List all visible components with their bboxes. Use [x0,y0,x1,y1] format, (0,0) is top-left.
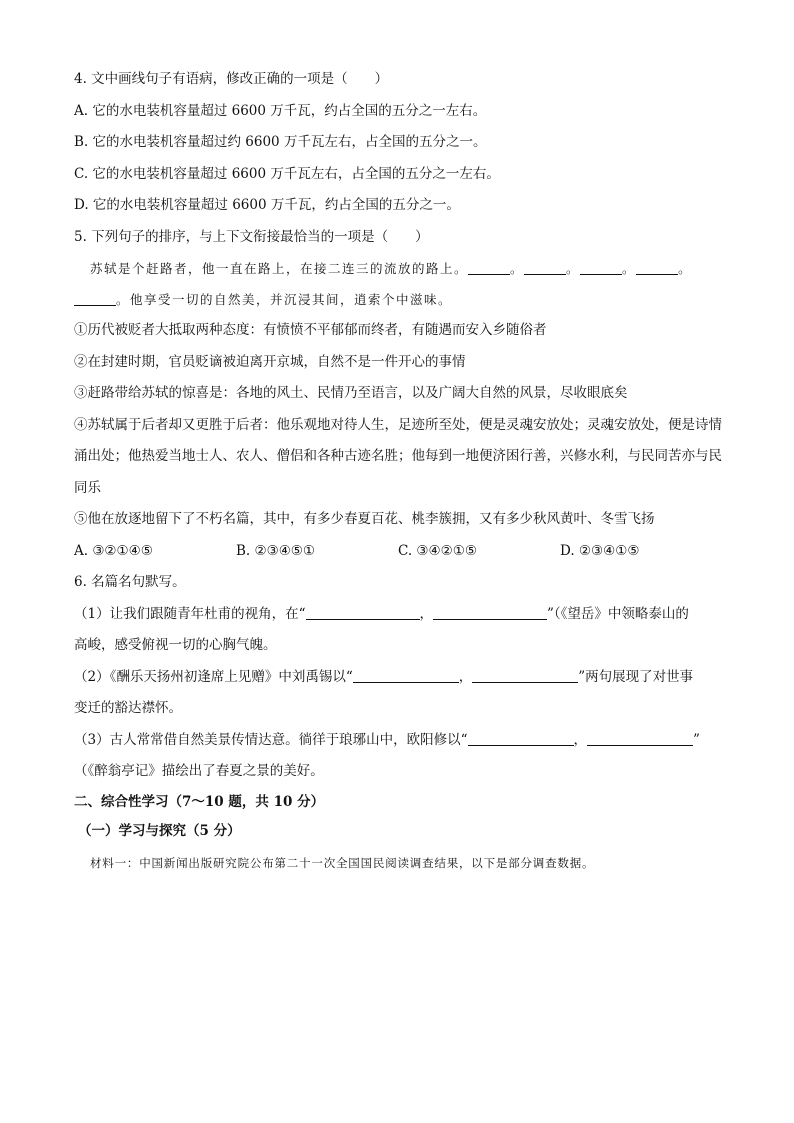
q5-passage-text-a: 苏轼是个赶路者，他一直在路上，在接二连三的流放的路上。 [90,261,469,276]
q6-part2-text-a: （2）《酬乐天扬州初逢席上见赠》中刘禹锡以“ [74,668,353,685]
q5-item-2: ②在封建时期，官员贬谪被迫离开京城，自然不是一件开心的事情 [74,353,466,370]
q5-passage-line1 [74,253,724,284]
answer-blank[interactable] [472,668,578,683]
section-heading: 二、综合性学习（7～10 题，共 10 分） [74,793,325,810]
exam-page [74,64,724,880]
q5-item-1: ①历代被贬者大抵取两种态度：有愤愤不平郁郁而终者，有随遇而安入乡随俗者 [74,322,547,338]
q6-part2-text-b: ”两句展现了对世事 [578,668,694,685]
q5-item-5: ⑤他在放逐地留下了不朽名篇，其中，有多少春夏百花、桃李簇拥，又有多少秋风黄叶、冬雪飞扬 [74,511,655,527]
answer-blank[interactable] [468,731,574,746]
answer-blank[interactable] [74,291,116,306]
answer-blank[interactable] [524,260,566,275]
q6-part3-text-a: （3）古人常常借自然美景传情达意。徜徉于琅琊山中，欧阳修以“ [74,731,468,748]
q6-part2-line2: 变迁的豁达襟怀。 [74,700,182,716]
passage-separator: 。 [510,261,525,276]
q5-option-a: A. ③②①④⑤ [74,542,153,559]
material-one: 材料一：中国新闻出版研究院公布第二十一次全国国民阅读调查结果，以下是部分调查数据。 [90,855,595,870]
q5-option-b: B. ②③④⑤① [236,542,316,559]
q5-passage-text-b: 。他享受一切的自然美，并沉浸其间，逍索个中滋味。 [116,292,453,307]
answer-blank[interactable] [306,605,420,620]
q5-option-c: C. ③④②①⑤ [398,542,477,559]
answer-blank[interactable] [636,260,678,275]
q4-stem: 4. 文中画线句子有语病，修改正确的一项是（ ） [74,71,389,87]
answer-blank[interactable] [433,605,547,620]
q4-option-a: A. 它的水电装机容量超过 6600 万千瓦，约占全国的五分之一左右。 [74,102,487,119]
q4-option-b: B. 它的水电装机容量超过约 6600 万千瓦左右，占全国的五分之一。 [74,134,487,150]
q4-option-c: C. 它的水电装机容量超过 6600 万千瓦左右，占全国的五分之一左右。 [74,165,500,182]
passage-separator: 。 [566,261,581,276]
blank-separator: ， [573,731,587,748]
subsection-heading: （一）学习与探究（5 分） [78,822,241,839]
q6-part3-line1 [74,725,724,757]
q4-option-d: D. 它的水电装机容量超过 6600 万千瓦，约占全国的五分之一。 [74,197,460,213]
q5-option-d: D. ②③④①⑤ [560,542,640,559]
q5-item-4: ④苏轼属于后者却又更胜于后者：他乐观地对待人生，足迹所至处，便是灵魂安放处；灵魂安放处，便是诗情涌出处；他热爱当地士人、农人、僧侣和各种古迹名胜；他每到一地便济困行善，兴修水利，与民同苦亦与民同乐 [74,416,722,496]
q6-part3-line2: （《醉翁亭记》描绘出了春夏之景的美好。 [74,763,324,779]
q6-part1-line1 [74,599,724,631]
q6-part1-line2: 高峻，感受俯视一切的心胸气魄。 [74,637,277,653]
q6-part1-text-b: ”（《望岳》中领略泰山的 [547,605,689,622]
q6-stem: 6. 名篇名句默写。 [74,574,186,590]
q5-options [74,536,724,568]
answer-blank[interactable] [468,260,510,275]
blank-separator: ， [458,668,473,685]
answer-blank[interactable] [587,731,693,746]
q5-stem: 5. 下列句子的排序，与上下文衔接最恰当的一项是（ ） [74,228,429,245]
q6-part2-line1 [74,662,724,694]
q6-part3-text-b: ” [693,731,700,748]
passage-separator: 。 [678,261,693,276]
q6-part1-text-a: （1）让我们跟随青年杜甫的视角，在“ [74,605,306,622]
answer-blank[interactable] [580,260,622,275]
blank-separator: ， [419,605,433,622]
q5-item-3: ③赶路带给苏轼的惊喜是：各地的风土、民情乃至语言，以及广阔大自然的风景，尽收眼底矣 [74,385,628,401]
passage-separator: 。 [622,261,637,276]
answer-blank[interactable] [353,668,459,683]
q5-passage-line2 [74,284,724,315]
